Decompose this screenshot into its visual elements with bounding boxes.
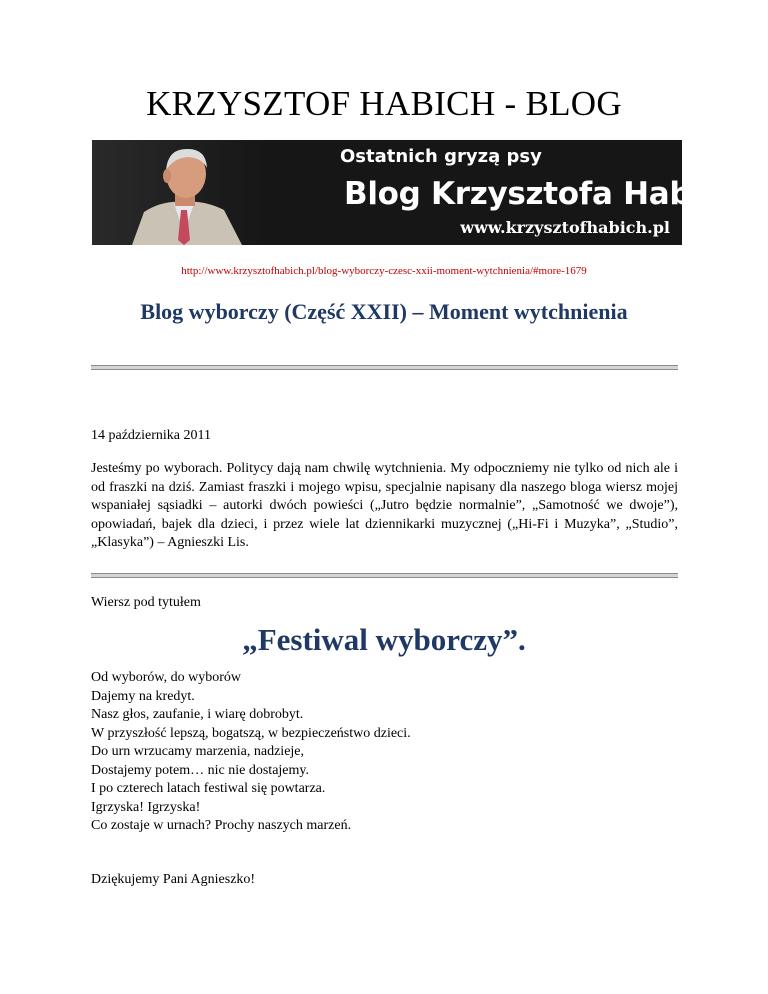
poem-line: Od wyborów, do wyborów: [91, 670, 241, 685]
poem-line: W przyszłość lepszą, bogatszą, w bezpieczeństwo dzieci.: [91, 725, 411, 741]
poem-line: I po czterech latach festiwal się powtarza.: [91, 781, 326, 796]
site-title: KRZYSZTOF HABICH - BLOG: [146, 84, 622, 123]
poem-line: Dostajemy potem… nic nie dostajemy.: [91, 762, 309, 778]
closing-thanks: Dziękujemy Pani Agnieszko!: [91, 872, 256, 887]
poem-intro: Wiersz pod tytułem: [91, 595, 201, 610]
poem-line: Do urn wrzucamy marzenia, nadzieje,: [91, 744, 305, 759]
post-date: 14 października 2011: [91, 428, 211, 443]
poem: [91, 669, 411, 836]
source-link[interactable]: http://www.krzysztofhabich.pl/blog-wyborczy-czesc-xxii-moment-wytchnienia/#more-1679: [181, 265, 587, 277]
poem-line: Dajemy na kredyt.: [91, 688, 195, 704]
banner-blog-name: Blog Krzysztofa Habicha: [344, 176, 763, 212]
banner-tagline: Ostatnich gryzą psy: [340, 146, 542, 167]
post-title: Blog wyborczy (Część XXII) – Moment wytchnienia: [140, 299, 628, 324]
divider: [91, 365, 678, 370]
blog-banner: [92, 140, 763, 245]
poem-line: Igrzyska! Igrzyska!: [91, 799, 201, 815]
author-portrait: [92, 140, 267, 245]
divider: [91, 573, 678, 578]
poem-line: Co zostaje w urnach? Prochy naszych marzeń.: [91, 818, 352, 833]
poem-title: „Festiwal wyborczy”.: [242, 622, 526, 657]
banner-url: www.krzysztofhabich.pl: [460, 218, 670, 237]
post-intro: Jesteśmy po wyborach. Politycy dają nam chwilę wytchnienia. My odpoczniemy nie tylko od nich ale i od fraszki na dziś. Zamiast fraszki i mojego wpisu, specjalnie napisany dla naszego bloga wiersz mojej wspaniałej sąsiadki – autorki dwóch powieści („Jutro będzie normalnie”, „Samotność we dwoje”), opowiadań, bajek dla dzieci, i przez wiele lat dziennikarki muzycznej („Hi-Fi i Muzyka”, „Studio”, „Klasyka”) – Agnieszki Lis.: [91, 461, 678, 550]
poem-line: Nasz głos, zaufanie, i wiarę dobrobyt.: [91, 707, 304, 722]
